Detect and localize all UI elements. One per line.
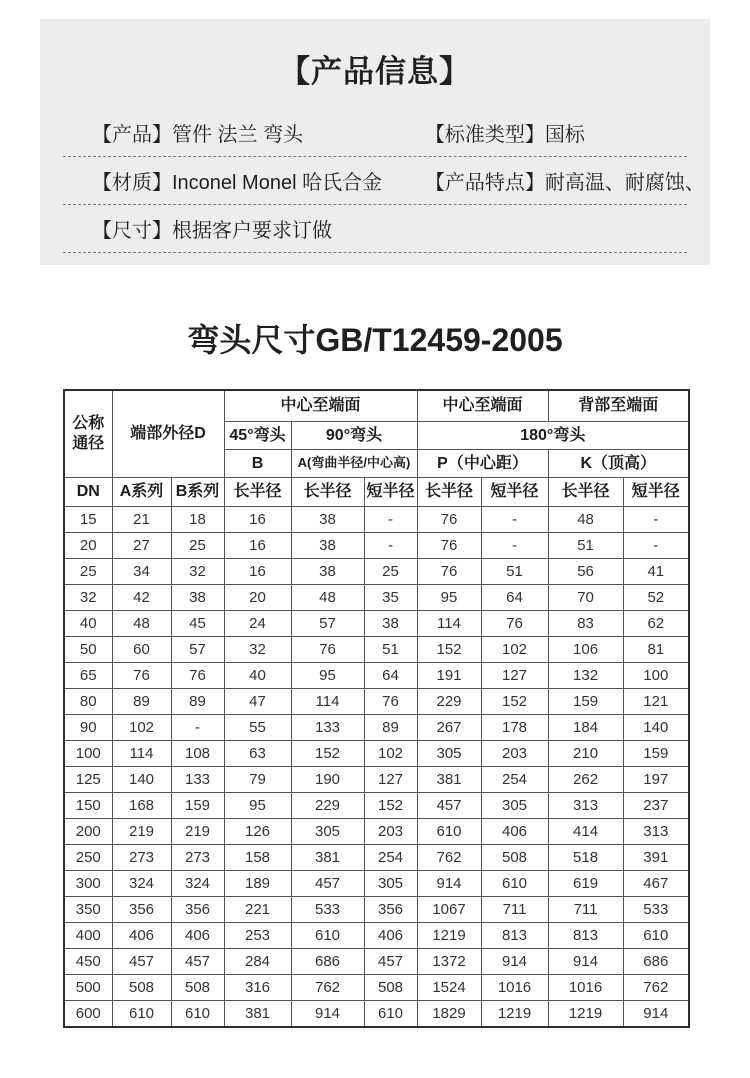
- dn-cell: 25: [64, 559, 112, 585]
- dimension-cell: 34: [112, 559, 171, 585]
- dimension-cell: 159: [623, 741, 689, 767]
- dn-cell: 200: [64, 819, 112, 845]
- dimension-cell: 133: [291, 715, 364, 741]
- dimension-cell: 619: [548, 871, 623, 897]
- material-field: 【材质】Inconel Monel 哈氏合金: [92, 172, 383, 194]
- dimension-cell: -: [171, 715, 224, 741]
- size-field: 【尺寸】根据客户要求订做: [92, 220, 332, 242]
- dimension-cell: 27: [112, 533, 171, 559]
- detail-row: [63, 205, 687, 253]
- dimension-cell: 127: [481, 663, 548, 689]
- header-row-4: [64, 478, 689, 507]
- dimension-cell: 38: [364, 611, 417, 637]
- dimension-cell: 76: [112, 663, 171, 689]
- dimension-cell: 76: [417, 559, 481, 585]
- dimension-cell: 100: [623, 663, 689, 689]
- short-radius-header: 短半径: [364, 478, 417, 507]
- dimension-cell: 76: [417, 507, 481, 533]
- center-to-end-header-right: 中心至端面: [417, 390, 548, 422]
- dimension-cell: 508: [481, 845, 548, 871]
- dimension-cell: 158: [224, 845, 291, 871]
- table-row: [64, 559, 689, 585]
- center-to-end-header-left: 中心至端面: [224, 390, 417, 422]
- dimension-cell: 762: [291, 975, 364, 1001]
- dimension-cell: 102: [364, 741, 417, 767]
- dimension-cell: 51: [548, 533, 623, 559]
- dimension-cell: 457: [291, 871, 364, 897]
- series-a-header: A系列: [112, 478, 171, 507]
- dn-cell: 20: [64, 533, 112, 559]
- dimension-cell: 63: [224, 741, 291, 767]
- dimension-cell: 762: [417, 845, 481, 871]
- series-b-header: B系列: [171, 478, 224, 507]
- dimension-cell: 1372: [417, 949, 481, 975]
- short-radius-header: 短半径: [481, 478, 548, 507]
- dimension-cell: 140: [623, 715, 689, 741]
- dn-cell: 150: [64, 793, 112, 819]
- dimension-cell: 25: [171, 533, 224, 559]
- dn-cell: 50: [64, 637, 112, 663]
- detail-row: [63, 157, 705, 205]
- dimension-cell: 38: [171, 585, 224, 611]
- dimension-cell: 159: [548, 689, 623, 715]
- dimension-cell: 152: [417, 637, 481, 663]
- dimension-cell: 51: [364, 637, 417, 663]
- dimension-cell: 16: [224, 507, 291, 533]
- dimension-cell: -: [364, 507, 417, 533]
- end-od-header: 端部外径D: [112, 390, 224, 478]
- dimension-cell: 76: [417, 533, 481, 559]
- elbow-180-header: 180°弯头: [417, 422, 689, 450]
- short-radius-header: 短半径: [623, 478, 689, 507]
- dimension-cell: 914: [291, 1001, 364, 1028]
- table-row: [64, 819, 689, 845]
- table-row: [64, 741, 689, 767]
- dimension-table: [63, 389, 690, 1028]
- dimension-cell: 203: [481, 741, 548, 767]
- table-row: [64, 923, 689, 949]
- dimension-cell: 273: [171, 845, 224, 871]
- dimension-cell: 219: [171, 819, 224, 845]
- long-radius-header: 长半径: [417, 478, 481, 507]
- table-row: [64, 897, 689, 923]
- dn-header: DN: [64, 478, 112, 507]
- dimension-cell: 32: [171, 559, 224, 585]
- dimension-cell: 914: [623, 1001, 689, 1028]
- dimension-cell: 210: [548, 741, 623, 767]
- dimension-cell: 76: [291, 637, 364, 663]
- dimension-cell: 190: [291, 767, 364, 793]
- dimension-cell: 102: [481, 637, 548, 663]
- dimension-cell: 56: [548, 559, 623, 585]
- dimension-cell: 89: [171, 689, 224, 715]
- detail-row: [63, 109, 687, 157]
- dimension-cell: 219: [112, 819, 171, 845]
- dimension-cell: 254: [481, 767, 548, 793]
- dimension-cell: 391: [623, 845, 689, 871]
- dimension-cell: 38: [291, 533, 364, 559]
- dimension-cell: 102: [112, 715, 171, 741]
- dimension-cell: -: [364, 533, 417, 559]
- dimension-cell: 16: [224, 559, 291, 585]
- dimension-cell: 60: [112, 637, 171, 663]
- dimension-cell: 237: [623, 793, 689, 819]
- dimension-cell: 41: [623, 559, 689, 585]
- dn-cell: 65: [64, 663, 112, 689]
- dimension-cell: 324: [171, 871, 224, 897]
- dimension-cell: 267: [417, 715, 481, 741]
- dimension-cell: 1016: [481, 975, 548, 1001]
- dimension-cell: 57: [171, 637, 224, 663]
- detail-rows: [63, 109, 705, 253]
- dimension-cell: 813: [548, 923, 623, 949]
- table-row: [64, 793, 689, 819]
- dimension-cell: 76: [171, 663, 224, 689]
- dimension-cell: 76: [481, 611, 548, 637]
- table-row: [64, 975, 689, 1001]
- table-row: [64, 1001, 689, 1028]
- dimension-cell: 324: [112, 871, 171, 897]
- dimension-cell: 48: [291, 585, 364, 611]
- dimension-cell: 48: [548, 507, 623, 533]
- dn-cell: 15: [64, 507, 112, 533]
- k-dimension-header: K（顶高）: [548, 450, 689, 478]
- dimension-cell: 262: [548, 767, 623, 793]
- dimension-cell: 81: [623, 637, 689, 663]
- dimension-cell: 356: [364, 897, 417, 923]
- dn-cell: 100: [64, 741, 112, 767]
- dn-cell: 80: [64, 689, 112, 715]
- dimension-cell: 508: [364, 975, 417, 1001]
- dimension-cell: 21: [112, 507, 171, 533]
- dimension-cell: 152: [364, 793, 417, 819]
- dimension-cell: 76: [364, 689, 417, 715]
- dimension-cell: 914: [548, 949, 623, 975]
- dimension-cell: 1829: [417, 1001, 481, 1028]
- product-feature-field: 【产品特点】耐高温、耐腐蚀、: [424, 172, 705, 194]
- dimension-cell: 40: [224, 663, 291, 689]
- dimension-cell: 381: [224, 1001, 291, 1028]
- dimension-cell: 533: [623, 897, 689, 923]
- nominal-diameter-header: 公称通径: [64, 390, 112, 478]
- dimension-cell: 313: [548, 793, 623, 819]
- dimension-cell: 203: [364, 819, 417, 845]
- elbow-45-header: 45°弯头: [224, 422, 291, 450]
- dimension-cell: 518: [548, 845, 623, 871]
- dimension-cell: 89: [112, 689, 171, 715]
- dimension-cell: 121: [623, 689, 689, 715]
- dn-cell: 40: [64, 611, 112, 637]
- header-row-1: [64, 390, 689, 422]
- dimension-table-body: [64, 507, 689, 1028]
- dimension-cell: 1524: [417, 975, 481, 1001]
- dimension-cell: 711: [548, 897, 623, 923]
- table-row: [64, 611, 689, 637]
- dimension-cell: 95: [291, 663, 364, 689]
- dimension-cell: 610: [291, 923, 364, 949]
- dimension-cell: -: [623, 533, 689, 559]
- dimension-cell: 64: [481, 585, 548, 611]
- dimension-cell: 106: [548, 637, 623, 663]
- dimension-cell: 711: [481, 897, 548, 923]
- dimension-cell: 305: [291, 819, 364, 845]
- dimension-cell: 221: [224, 897, 291, 923]
- dimension-cell: 356: [171, 897, 224, 923]
- dimension-cell: 108: [171, 741, 224, 767]
- dimension-cell: 686: [623, 949, 689, 975]
- dimension-cell: 114: [291, 689, 364, 715]
- dn-cell: 125: [64, 767, 112, 793]
- dn-cell: 600: [64, 1001, 112, 1028]
- b-dimension-header: B: [224, 450, 291, 478]
- panel-title: 【产品信息】: [279, 54, 471, 89]
- dimension-cell: 178: [481, 715, 548, 741]
- dimension-cell: 914: [481, 949, 548, 975]
- dimension-cell: 38: [291, 507, 364, 533]
- a-dimension-header: A(弯曲半径/中心高): [291, 450, 417, 478]
- long-radius-header: 长半径: [224, 478, 291, 507]
- dimension-cell: 229: [291, 793, 364, 819]
- dimension-cell: 16: [224, 533, 291, 559]
- dimension-cell: 152: [291, 741, 364, 767]
- table-row: [64, 507, 689, 533]
- elbow-90-header: 90°弯头: [291, 422, 417, 450]
- dimension-cell: 1219: [481, 1001, 548, 1028]
- dimension-cell: 914: [417, 871, 481, 897]
- dimension-cell: 467: [623, 871, 689, 897]
- dimension-cell: 126: [224, 819, 291, 845]
- dimension-cell: 197: [623, 767, 689, 793]
- dimension-cell: 610: [417, 819, 481, 845]
- dimension-cell: 64: [364, 663, 417, 689]
- dimension-cell: 457: [417, 793, 481, 819]
- dn-cell: 300: [64, 871, 112, 897]
- table-row: [64, 585, 689, 611]
- table-row: [64, 845, 689, 871]
- product-info-panel: [40, 19, 710, 265]
- dimension-cell: 533: [291, 897, 364, 923]
- dimension-cell: 686: [291, 949, 364, 975]
- dimension-cell: 83: [548, 611, 623, 637]
- dimension-cell: 254: [364, 845, 417, 871]
- dimension-cell: 38: [291, 559, 364, 585]
- table-row: [64, 637, 689, 663]
- long-radius-header: 长半径: [291, 478, 364, 507]
- dimension-cell: 1067: [417, 897, 481, 923]
- dn-cell: 32: [64, 585, 112, 611]
- dimension-cell: 508: [112, 975, 171, 1001]
- dimension-cell: 457: [364, 949, 417, 975]
- table-row: [64, 689, 689, 715]
- dimension-cell: 356: [112, 897, 171, 923]
- section-title: 弯头尺寸GB/T12459-2005: [187, 322, 563, 358]
- dimension-cell: 406: [112, 923, 171, 949]
- dimension-cell: 305: [481, 793, 548, 819]
- dimension-cell: 273: [112, 845, 171, 871]
- dimension-table-header: [64, 390, 689, 507]
- dn-cell: 450: [64, 949, 112, 975]
- page: [0, 19, 750, 1028]
- dimension-cell: 414: [548, 819, 623, 845]
- dimension-cell: 313: [623, 819, 689, 845]
- dimension-cell: 762: [623, 975, 689, 1001]
- back-to-end-header: 背部至端面: [548, 390, 689, 422]
- dimension-cell: 316: [224, 975, 291, 1001]
- dimension-cell: 229: [417, 689, 481, 715]
- dimension-cell: 457: [112, 949, 171, 975]
- dimension-cell: 406: [171, 923, 224, 949]
- dimension-cell: 381: [291, 845, 364, 871]
- dimension-cell: 42: [112, 585, 171, 611]
- dimension-cell: 70: [548, 585, 623, 611]
- p-dimension-header: P（中心距）: [417, 450, 548, 478]
- dimension-cell: 114: [112, 741, 171, 767]
- dimension-cell: 1219: [417, 923, 481, 949]
- table-row: [64, 663, 689, 689]
- dimension-cell: 25: [364, 559, 417, 585]
- dimension-cell: 610: [112, 1001, 171, 1028]
- dimension-cell: 253: [224, 923, 291, 949]
- dimension-cell: -: [481, 533, 548, 559]
- dn-cell: 350: [64, 897, 112, 923]
- dimension-cell: 55: [224, 715, 291, 741]
- dimension-cell: 284: [224, 949, 291, 975]
- dimension-cell: 191: [417, 663, 481, 689]
- dimension-cell: 79: [224, 767, 291, 793]
- dimension-cell: 610: [623, 923, 689, 949]
- dimension-cell: 62: [623, 611, 689, 637]
- product-field: 【产品】管件 法兰 弯头: [92, 124, 304, 146]
- dn-cell: 400: [64, 923, 112, 949]
- dimension-cell: 35: [364, 585, 417, 611]
- table-row: [64, 871, 689, 897]
- table-row: [64, 767, 689, 793]
- dimension-cell: 305: [417, 741, 481, 767]
- dimension-cell: 48: [112, 611, 171, 637]
- dimension-cell: 184: [548, 715, 623, 741]
- dimension-cell: 406: [364, 923, 417, 949]
- dimension-cell: 24: [224, 611, 291, 637]
- dimension-cell: 406: [481, 819, 548, 845]
- dimension-cell: 89: [364, 715, 417, 741]
- dimension-cell: 189: [224, 871, 291, 897]
- dn-cell: 250: [64, 845, 112, 871]
- dimension-cell: 168: [112, 793, 171, 819]
- dimension-cell: 457: [171, 949, 224, 975]
- dimension-cell: 610: [171, 1001, 224, 1028]
- dimension-cell: 114: [417, 611, 481, 637]
- dimension-cell: -: [481, 507, 548, 533]
- dimension-cell: 610: [364, 1001, 417, 1028]
- dimension-cell: 140: [112, 767, 171, 793]
- dimension-cell: 95: [417, 585, 481, 611]
- long-radius-header: 长半径: [548, 478, 623, 507]
- table-row: [64, 715, 689, 741]
- dimension-cell: 1016: [548, 975, 623, 1001]
- dimension-cell: 47: [224, 689, 291, 715]
- dimension-cell: 51: [481, 559, 548, 585]
- dimension-cell: 1219: [548, 1001, 623, 1028]
- dimension-cell: 127: [364, 767, 417, 793]
- dimension-cell: 159: [171, 793, 224, 819]
- dimension-cell: 95: [224, 793, 291, 819]
- dimension-cell: 52: [623, 585, 689, 611]
- dimension-cell: 57: [291, 611, 364, 637]
- dimension-cell: 813: [481, 923, 548, 949]
- table-row: [64, 949, 689, 975]
- dimension-cell: 20: [224, 585, 291, 611]
- dimension-cell: 610: [481, 871, 548, 897]
- standard-type-field: 【标准类型】国标: [424, 124, 585, 146]
- dimension-cell: 152: [481, 689, 548, 715]
- dimension-cell: 508: [171, 975, 224, 1001]
- dimension-cell: 305: [364, 871, 417, 897]
- dn-cell: 90: [64, 715, 112, 741]
- dimension-cell: 132: [548, 663, 623, 689]
- dimension-cell: 32: [224, 637, 291, 663]
- dimension-cell: 18: [171, 507, 224, 533]
- dn-cell: 500: [64, 975, 112, 1001]
- dimension-cell: 133: [171, 767, 224, 793]
- dimension-cell: 45: [171, 611, 224, 637]
- dimension-cell: 381: [417, 767, 481, 793]
- dimension-cell: -: [623, 507, 689, 533]
- table-row: [64, 533, 689, 559]
